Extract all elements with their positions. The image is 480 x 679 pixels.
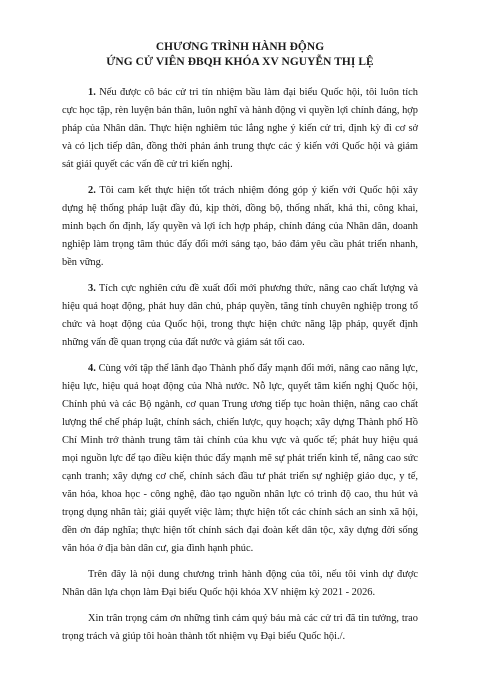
document-body [62, 84, 418, 646]
document-title-line1: CHƯƠNG TRÌNH HÀNH ĐỘNG [155, 41, 325, 53]
paragraph-text: Cùng với tập thể lãnh đạo Thành phố đẩy mạnh đổi mới, nâng cao năng lực, hiệu lực, hiệu quả hoạt động của Nhà nước. Nỗ lực, quyết tâm kiến nghị Quốc hội, Chính phủ và các Bộ ngành, cơ quan Trung ương tiếp tục hoàn thiện, nâng cao chất lượng thể chế pháp luật, chính sách, chiến lược, quy hoạch; xây dựng Thành phố Hồ Chí Minh trở thành trung tâm tài chính của khu vực và quốc tế; phát huy hiệu quả mọi nguồn lực để tạo điều kiện thúc đẩy mạnh mẽ sự phát triển kinh tế, nâng cao sức cạnh tranh; xây dựng cơ chế, chính sách đầu tư phát triển sự nghiệp giáo dục, y tế, văn hóa, khoa học - công nghệ, đào tạo nguồn nhân lực có trình độ cao, thu hút và trọng dụng nhân tài; giải quyết việc làm; thực hiện tốt các chính sách an sinh xã hội, đền ơn đáp nghĩa; thực hiện tốt chính sách đại đoàn kết dân tộc, xây dựng đời sống văn hóa ở địa bàn dân cư, gia đình hạnh phúc. [62, 363, 418, 554]
paragraph-number: 3. [88, 283, 96, 294]
paragraph-number: 2. [88, 185, 96, 196]
paragraph-text: Tôi cam kết thực hiện tốt trách nhiệm đóng góp ý kiến với Quốc hội xây dựng hệ thống pháp luật đầy đủ, kịp thời, đồng bộ, thống nhất, khả thi, công khai, minh bạch ổn định, lấy quyền và lợi ích hợp pháp, chính đáng của Nhân dân, doanh nghiệp làm trọng tâm thúc đẩy đổi mới sáng tạo, bảo đảm yêu cầu phát triển nhanh, bền vững. [62, 185, 418, 268]
paragraph-closing-1 [62, 566, 418, 602]
paragraph-2 [62, 182, 418, 272]
paragraph-3 [62, 280, 418, 352]
document-title-line2: ỨNG CỬ VIÊN ĐBQH KHÓA XV NGUYỄN THỊ LỆ [106, 56, 374, 68]
paragraph-closing-2 [62, 610, 418, 646]
paragraph-text: Trên đây là nội dung chương trình hành động của tôi, nếu tôi vinh dự được Nhân dân lựa chọn làm Đại biểu Quốc hội khóa XV nhiệm kỳ 2021 - 2026. [62, 569, 418, 598]
paragraph-text: Xin trân trọng cám ơn những tình cảm quý báu mà các cử tri đã tin tưởng, trao trọng trách và giúp tôi hoàn thành tốt nhiệm vụ Đại biểu Quốc hội./. [62, 613, 418, 642]
paragraph-text: Nếu được cô bác cử tri tín nhiệm bầu làm đại biểu Quốc hội, tôi luôn tích cực học tập, rèn luyện bản thân, luôn nghĩ và hành động vì quyền lợi chính đáng, hợp pháp của Nhân dân. Thực hiện nghiêm túc lắng nghe ý kiến cử tri, định kỳ đi cơ sở và có lịch tiếp dân, đồng thời phản ánh trung thực các ý kiến với Quốc hội và giám sát giải quyết các vấn đề cử tri kiến nghị. [62, 87, 418, 170]
paragraph-number: 4. [88, 363, 96, 374]
paragraph-4 [62, 360, 418, 558]
paragraph-number: 1. [88, 87, 96, 98]
paragraph-1 [62, 84, 418, 174]
paragraph-text: Tích cực nghiên cứu đề xuất đổi mới phương thức, nâng cao chất lượng và hiệu quả hoạt động, phát huy dân chủ, pháp quyền, tăng tính chuyên nghiệp trong tổ chức và hoạt động của Quốc hội, trong thực hiện chức năng lập pháp, quyết định những vấn đề quan trọng của đất nước và giám sát tối cao. [62, 283, 418, 348]
